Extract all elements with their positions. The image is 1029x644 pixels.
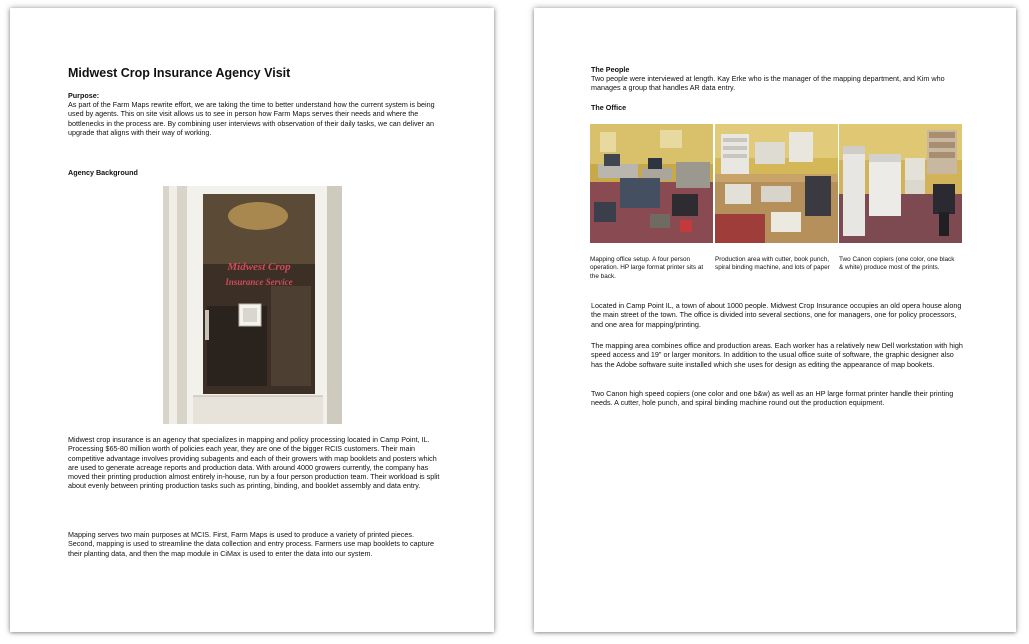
office-paragraph-1: Located in Camp Point IL, a town of about 1000 people. Midwest Crop Insurance occupies an old opera house along the main street of the town. The office is divided into several sections, one for managers, one for policy processors, and one area for mapping/printing.: [591, 301, 962, 329]
door-sign-line-1: Midwest Crop: [227, 261, 291, 273]
photo-caption-3: Two Canon copiers (one color, one black & white) produce most of the prints.: [839, 256, 955, 272]
purpose-paragraph: As part of the Farm Maps rewrite effort, we are taking the time to better understand how the current system is being used by agents. This on site visit allows us to see in person how Farm Maps serves their needs and where the bottlenecks in the process are. By combining user interviews with observation of their daily tasks, we can deliver an upgrade that aligns with their way of working.: [68, 100, 435, 137]
document-page-1: [10, 8, 494, 632]
office-heading: The Office: [591, 103, 627, 112]
people-heading: The People: [591, 65, 630, 74]
office-paragraph-3: Two Canon high speed copiers (one color and one b&w) as well as an HP large format printer handle their printing needs. A cutter, hole punch, and spiral binding machine round out the production equipment.: [591, 389, 954, 408]
purpose-section: [68, 91, 440, 137]
production-area-photo: [715, 124, 838, 243]
agency-background-heading: Agency Background: [68, 168, 138, 177]
agency-door-photo: [163, 186, 342, 424]
people-section: [591, 65, 963, 93]
office-paragraph-2: The mapping area combines office and production areas. Each worker has a relatively new Dell workstation with high speed access and 19" or larger monitors. In addition to the usual office suite of software, the graphic designer also has the Adobe software suite installed which she uses for design as editing the appearance of map bookets.: [591, 341, 963, 369]
mapping-paragraph: Mapping serves two main purposes at MCIS. First, Farm Maps is used to produce a variety of printed pieces. Second, mapping is used to streamline the data collection and entry process. Farmers use map booklets to capture their planting data, and then the map module in CiMax is used to enter the data into our system.: [68, 530, 434, 558]
mapping-office-photo: [590, 124, 713, 243]
purpose-heading: Purpose:: [68, 91, 100, 100]
people-paragraph: Two people were interviewed at length. Kay Erke who is the manager of the mapping department, and Kim who manages a group that handles AR data entry.: [591, 74, 945, 93]
photo-caption-2: Production area with cutter, book punch, spiral binding machine, and lots of paper: [715, 256, 830, 272]
photo-caption-1: Mapping office setup. A four person operation. HP large format printer sits at the back.: [590, 256, 704, 280]
background-paragraph: Midwest crop insurance is an agency that specializes in mapping and policy processing located in Camp Point, IL. Processing $65-80 million worth of policies each year, they are one of the bigger RCIS customers. Their main competitive advantage involves providing subagents and each of their growers with map booklets and posters which are used to generate acreage reports and production data. With around 4000 growers currently, the company has moved their printing production almost entirely in-house, run by a four person production team. Their workload is split about evenly between printing production tasks such as printing, binding, and booklet assembly and data entry.: [68, 435, 440, 491]
document-title: Midwest Crop Insurance Agency Visit: [68, 66, 291, 80]
door-sign-line-2: Insurance Service: [225, 277, 293, 287]
document-page-2: [534, 8, 1016, 632]
copiers-photo: [839, 124, 962, 243]
